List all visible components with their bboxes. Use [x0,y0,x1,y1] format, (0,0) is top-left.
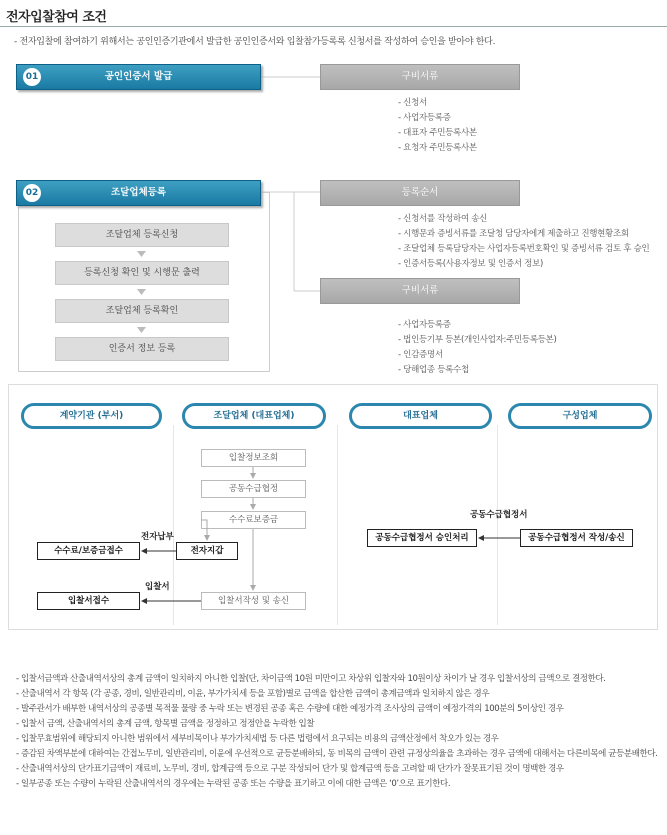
list-item: - 사업자등록증 [398,318,557,333]
bid-receipt-box: 입찰서접수 [37,592,140,610]
joint-agreement-label: 공동수급협정서 [470,510,528,520]
list-item: - 산출내역서상의 단가표기금액이 재료비, 노무비, 경비, 합계금액 등으로 구분 작성되어 단가 및 합계금액 등을 고려할 때 단가가 잘못표기된 것이 명백한 경우 [16,762,661,777]
list-item: - 입찰서 금액, 산출내역서의 총계 금액, 항목별 금액을 정정하고 정정안을 누락한 입찰 [16,717,661,732]
list-item: - 입찰무효범위에 해당되지 아니한 범위에서 세부비목이나 부가가치세법 등 다른 법령에서 요구되는 비용의 금액산정에서 착오가 있는 경우 [16,732,661,747]
list-item: - 입찰서금액과 산출내역서상의 총계 금액이 일치하지 아니한 입찰(단, 차이금액 10원 미만이고 차상위 입찰자와 10원이상 차이가 날 경우 입찰서상의 금액으로 결정한다. [16,672,661,687]
list-item: - 발주관서가 배부한 내역서상의 공종별 목적물 물량 중 누락 또는 변경된 공종 혹은 수량에 대한 예정가격 조사상의 금액이 예정가격의 100분의 5이상인 경우 [16,702,661,717]
list-item: - 인감증명서 [398,348,557,363]
substep-4: 인증서 정보 등록 [55,337,229,361]
step1-docs-title: 구비서류 [320,64,520,90]
joint-send-box: 공동수급협정서 작성/송신 [520,529,633,547]
list-item: - 산출내역서 각 항목 (각 공종, 경비, 일반관리비, 이윤, 부가가치세 등을 포함)별로 금액을 합산한 금액이 총계금액과 일치하지 않은 경우 [16,687,661,702]
list-item: - 신청서 [398,96,477,111]
list-item: - 사업자등록증 [398,111,477,126]
e-wallet-box: 전자지갑 [176,542,238,560]
page-title: 전자입찰참여 조건 [6,10,107,25]
flow-step-joint-agreement: 공동수급협정 [201,480,306,498]
list-item: - 법인등기부 등본(개인사업자:주민등록등본) [398,333,557,348]
column-header-supplier: 조달업체 (대표업체) [182,403,326,429]
bid-label: 입찰서 [145,582,170,592]
fee-receipt-box: 수수료/보증금접수 [37,542,140,560]
flow-step-bid-info: 입찰정보조회 [201,449,306,467]
step1-number: 01 [23,68,41,86]
intro-text: - 전자입찰에 참여하기 위해서는 공인인증기관에서 발급한 공인인증서와 입찰참가등록록 신청서를 작성하여 승인을 받아야 한다. [14,37,496,47]
step2-label: 조달업체등록 [110,187,167,198]
step1-label: 공인인증서 발급 [104,71,173,82]
flow-step-bid-submit: 입찰서작성 및 송신 [201,592,306,610]
list-item: - 대표자 주민등록사본 [398,126,477,141]
list-item: - 당해업종 등록수첩 [398,363,557,378]
list-item: - 요청자 주민등록사본 [398,141,477,156]
substep-1: 조달업체 등록신청 [55,223,229,247]
column-header-agency: 계약기관 (부서) [21,403,162,429]
e-pay-label: 전자납부 [141,532,174,542]
column-header-lead: 대표업체 [349,403,492,429]
list-item: - 시행문과 증빙서류를 조달청 담당자에게 제출하고 진행현황조회 [398,227,649,242]
list-item: - 인증서등록(사용자정보 및 인증서 정보) [398,257,649,272]
step2-docs-title: 구비서류 [320,278,520,304]
substep-2: 등록신청 확인 및 시행문 출력 [55,261,229,285]
list-item: - 조달업체 등록담당자는 사업자등록번호확인 및 증빙서류 검토 후 승인 [398,242,649,257]
list-item: - 일부공종 또는 수량이 누락된 산출내역서의 경우에는 누락된 공종 또는 수량을 표기하고 이에 대한 금액은 ‘0’으로 표기한다. [16,777,661,792]
flow-step-fee-deposit: 수수료보증금 [201,511,306,529]
substep-3: 조달업체 등록확인 [55,299,229,323]
column-header-member: 구성업체 [508,403,652,429]
step2-order-title: 등록순서 [320,180,520,206]
step2-number: 02 [23,184,41,202]
notes-list [16,672,661,792]
list-item: - 신청서를 작성하여 송신 [398,212,649,227]
joint-approve-box: 공동수급협정서 승인처리 [367,529,477,547]
list-item: - 증감된 차액부분에 대하여는 간접노무비, 일반관리비, 이윤에 우선적으로 균등분배하되, 동 비목의 금액이 관련 규정상의율을 초과하는 경우 금액에 대해서는 다른비목에 균등분배한다. [16,747,661,762]
intro-sentence: 전자입찰에 참여하기 위해서는 공인인증기관에서 발급한 공인인증서와 입찰참가등록록 신청서를 작성하여 승인을 받아야 한다. [19,37,496,47]
